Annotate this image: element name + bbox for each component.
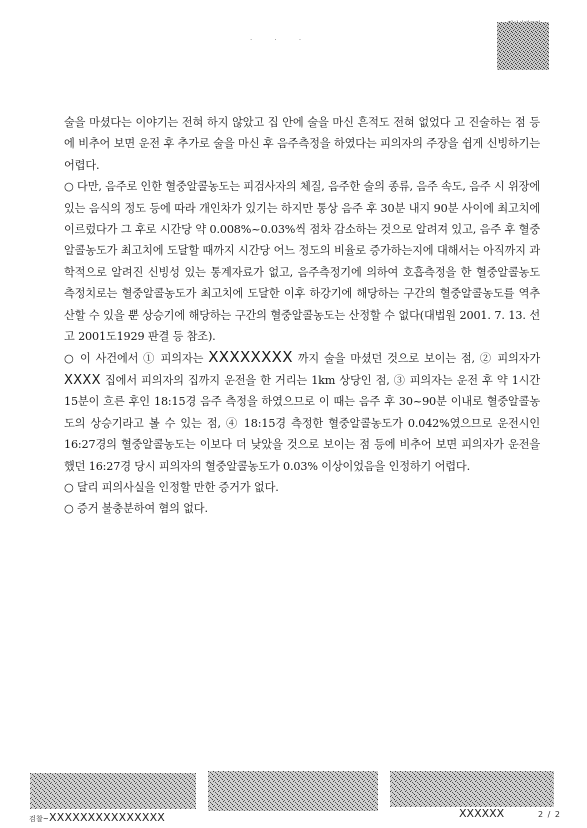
redacted-footer-id: XXXXXX [459, 807, 505, 820]
portal-stamp-image [497, 22, 549, 70]
redacted-case-number: XXXXXXXXXXXXXXX [49, 811, 166, 824]
footer-seal-image-3 [390, 771, 554, 807]
paragraph: ○ 다만, 음주로 인한 혈중알콜농도는 피검사자의 체질, 음주한 술의 종류, 음주 속도, 음주 시 위장에 있는 음식의 정도 등에 따라 개인차가 있기는 하지만 통상 음주 후 30분 내지 90분 사이에 최고치에 이르렀다가 그 후로 시간당 약 0.008%~0.03%씩 점차 감소하는 것으로 알려져 있고, 음주 후 혈중알콜농도가 최고치에 도달할 때까지 시간당 어느 정도의 비율로 증가하는지에 대해서는 아직까지 과학적으로 알려진 신빙성 있는 통계자료가 없고, 음주측정기에 의하여 호흡측정을 한 혈중알콜농도 측정치로는 혈중알콜농도가 최고치에 도달한 이후 하강기에 해당하는 구간의 혈중알콜농도를 역추산할 수 있을 뿐 상승기에 해당하는 구간의 혈중알콜농도는 산정할 수 없다(대법원 2001. 7. 13. 선고 2001도1929 판결 등 참조). [64, 180, 540, 344]
footer-seal-image-1 [30, 773, 196, 809]
paragraph: ○ 증거 불충분하여 혐의 없다. [64, 502, 208, 516]
header-dots: · · · [250, 36, 312, 44]
footer-case-number: 검찰~XXXXXXXXXXXXXXX [29, 811, 166, 824]
paragraph: ○ 이 사건에서 ① 피의자는 XXXXXXXX 까지 술을 마셨던 것으로 보이는 점, ② 피의자가 XXXX 집에서 피의자의 집까지 운전을 한 거리는 1km 상당인 점, ③ 피의자는 운전 후 약 1시간 15분이 흐른 후인 18:15경 음주 측정을 하였으므로 이 때는 음주 후 30~90분 이내로 혈중알콜농도의 상승기라고 볼 수 있는 점, ④ 18:15경 측정한 혈중알콜농도가 0.042%였으므로 운전시인 16:27경의 혈중알콜농도는 이보다 더 낮았을 것으로 보이는 점 등에 비추어 보면 피의자가 운전을 했던 16:27경 당시 피의자의 혈중알콜농도가 0.03% 이상이었음을 인정하기 어렵다. [64, 348, 540, 473]
paragraph: ○ 달리 피의사실을 인정할 만한 증거가 없다. [64, 480, 279, 494]
paragraph: 술을 마셨다는 이야기는 전혀 하지 않았고 집 안에 술을 마신 흔적도 전혀 없었다 고 진술하는 점 등에 비추어 보면 운전 후 추가로 술을 마신 후 음주측정을 하였다는 피의자의 주장을 쉽게 신빙하기는 어렵다. [64, 116, 540, 172]
redacted-place: XXXX [64, 372, 101, 388]
document-body [64, 112, 540, 520]
page-number: 2 / 2 [538, 810, 561, 819]
footer-seal-image-2 [208, 771, 378, 811]
redacted-location: XXXXXXXX [208, 348, 293, 367]
